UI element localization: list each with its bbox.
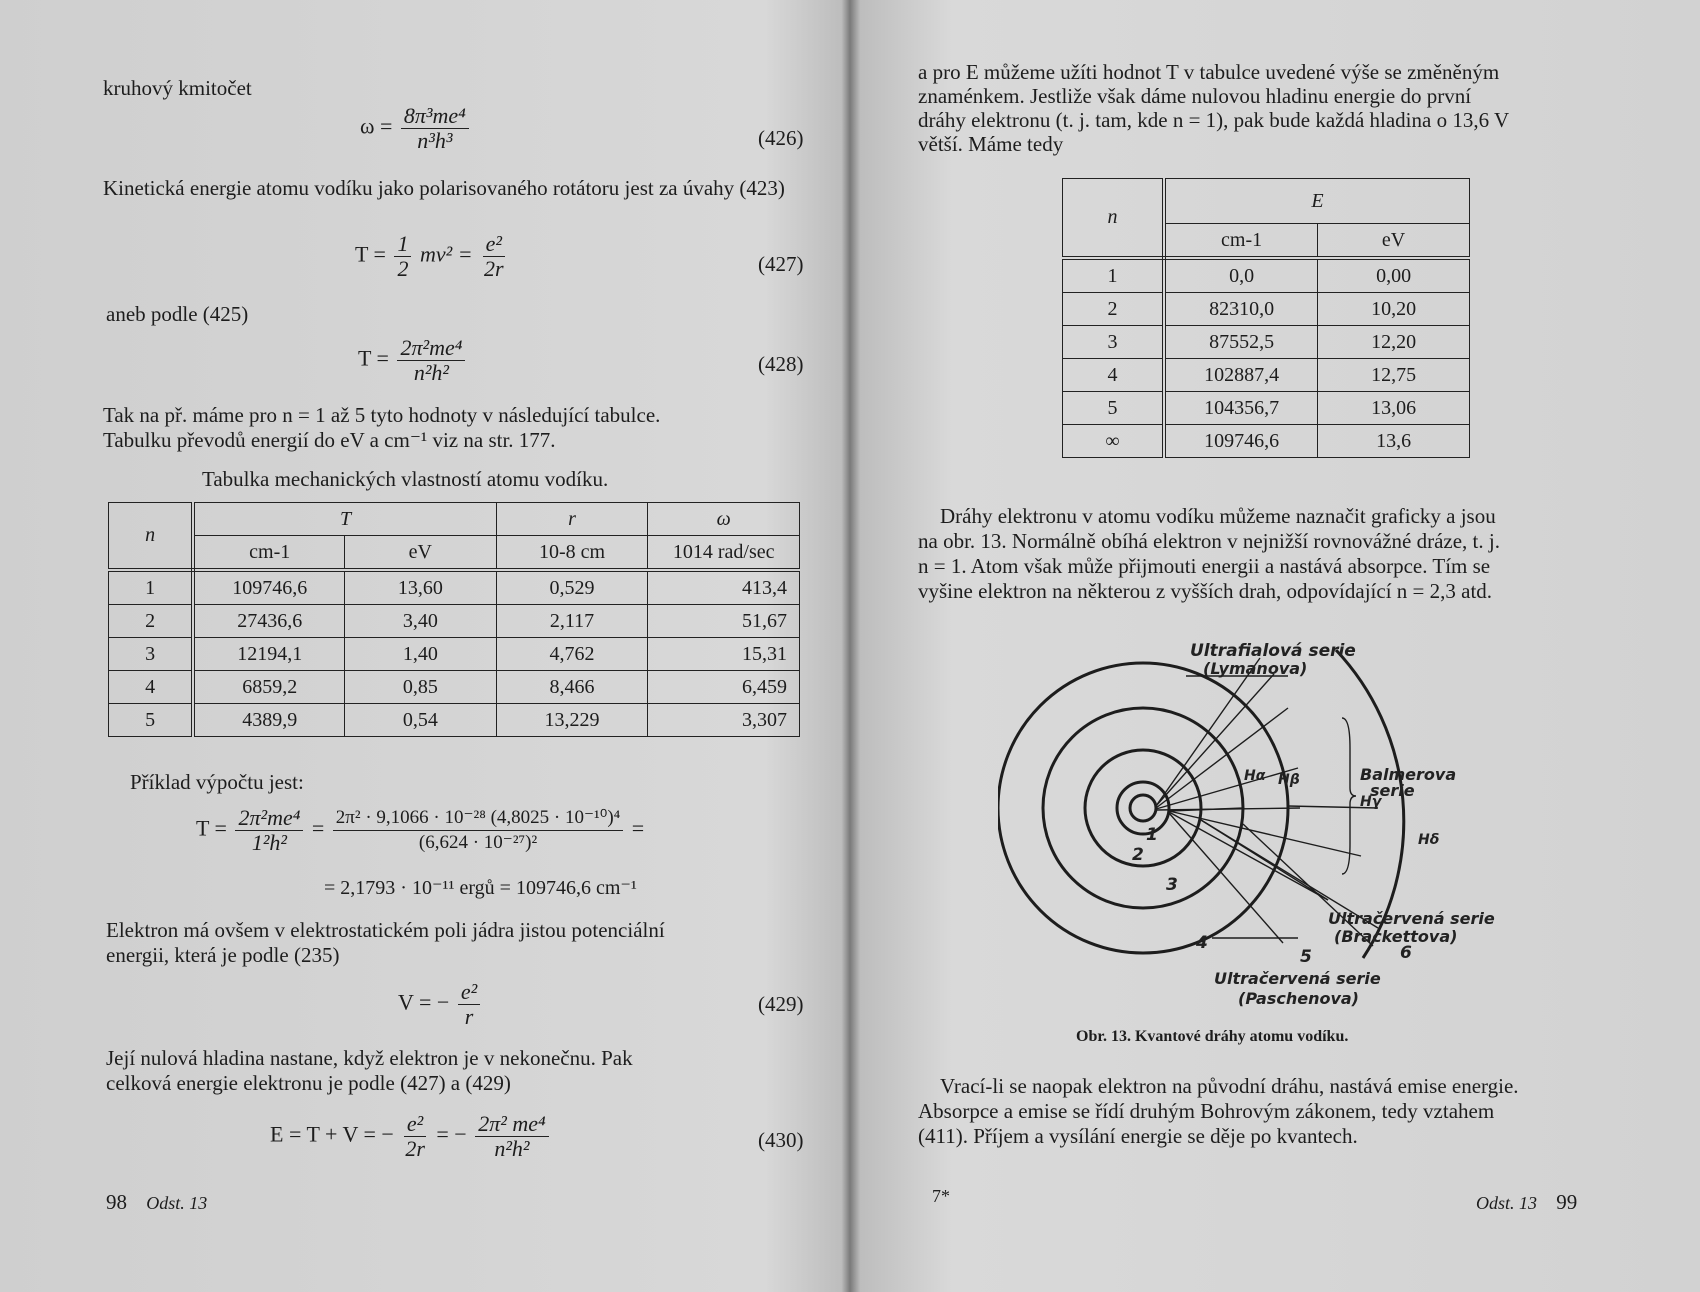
label-orbit-5: 5 [1300, 947, 1312, 967]
unit-cm: cm-1 [1164, 224, 1318, 259]
eq426-number: (426) [758, 126, 804, 150]
paragraph-podle: aneb podle (425) [106, 302, 249, 326]
transition-lines [1156, 658, 1378, 946]
calc-f1num: 2π²me⁴ [235, 806, 303, 831]
paragraph-example: Příklad výpočtu jest: [130, 770, 304, 794]
eq429-lhs: V = − [398, 989, 450, 1015]
cell-E-cm: 82310,0 [1164, 293, 1318, 326]
eq427-f2den: 2r [484, 256, 504, 281]
eq426-lhs: ω = [360, 113, 393, 139]
table-row [1063, 425, 1470, 458]
table-row [109, 671, 800, 704]
table-title: Tabulka mechanických vlastností atomu vodíku. [202, 467, 609, 491]
label-balmer-2: serie [1370, 781, 1415, 800]
cell-n: 1 [1063, 258, 1165, 293]
cell-E-ev: 12,75 [1318, 359, 1470, 392]
eq427-f1den: 2 [397, 256, 409, 281]
mechanical-properties-table [108, 502, 800, 737]
label-orbit-2: 2 [1132, 845, 1144, 865]
unit-cm: cm-1 [193, 536, 344, 571]
eq426-num: 8π³me⁴ [401, 104, 469, 129]
col-header-T: T [193, 503, 496, 536]
paragraph-zero-b: celková energie elektronu je podle (427) a (429) [106, 1071, 511, 1095]
cell-n: 1 [109, 570, 194, 605]
right-footer-mark: 7* [932, 1186, 950, 1206]
orbit-4 [1043, 708, 1243, 908]
label-lyman-1: Ultrafialová serie [1190, 641, 1356, 661]
col-header-n: n [109, 503, 194, 571]
quantum-orbits-diagram [998, 628, 1518, 1028]
equation-427 [355, 232, 510, 281]
calculation-line2: = 2,1793 · 10⁻¹¹ ergů = 109746,6 cm⁻¹ [324, 877, 637, 899]
eq430-f1num: e² [404, 1112, 426, 1137]
right-paragraph2-a: Dráhy elektronu v atomu vodíku můžeme naznačit graficky a jsou [940, 504, 1496, 528]
cell-n: 4 [109, 671, 194, 704]
calc-eq: = [631, 815, 645, 841]
table-row [1063, 359, 1470, 392]
cell-omega: 413,4 [648, 570, 800, 605]
col-header-n: n [1063, 179, 1165, 259]
eq427-f1num: 1 [394, 232, 411, 257]
right-footer [1476, 1190, 1577, 1215]
eq428-den: n²h² [413, 360, 450, 385]
right-page [848, 0, 1700, 1292]
cell-E-cm: 109746,6 [1164, 425, 1318, 458]
table-row [1063, 258, 1470, 293]
cell-E-ev: 13,06 [1318, 392, 1470, 425]
cell-T-cm: 6859,2 [193, 671, 344, 704]
right-paragraph2-d: vyšine elektron na některou z vyšších drah, odpovídající n = 2,3 atd. [918, 579, 1493, 603]
cell-n: 2 [1063, 293, 1165, 326]
table-row [1063, 326, 1470, 359]
table-row [109, 570, 800, 605]
label-brackett-2: (Brackettova) [1334, 927, 1458, 946]
paragraph-zero-a: Její nulová hladina nastane, když elektron je v nekonečnu. Pak [106, 1046, 633, 1070]
cell-omega: 6,459 [648, 671, 800, 704]
unit-r: 10-8 cm [496, 536, 648, 571]
table-row [1063, 392, 1470, 425]
equation-428 [358, 336, 468, 385]
cell-r: 8,466 [496, 671, 648, 704]
right-paragraph2-c: n = 1. Atom však může přijmouti energii a nastává absorpce. Tím se [918, 554, 1491, 578]
cell-omega: 15,31 [648, 638, 800, 671]
calc-f2den: (6,624 · 10⁻²⁷)² [418, 832, 538, 853]
orbit-1 [1130, 795, 1156, 821]
right-paragraph1-c: dráhy elektronu (t. j. tam, kde n = 1), pak bude každá hladina o 13,6 V [918, 108, 1510, 132]
cell-r: 2,117 [496, 605, 648, 638]
calc-f2num: 2π² · 9,1066 · 10⁻²⁸ (4,8025 · 10⁻¹⁰)⁴ [333, 806, 624, 831]
equation-430 [270, 1112, 552, 1161]
cell-T-cm: 12194,1 [193, 638, 344, 671]
unit-ev: eV [345, 536, 497, 571]
unit-ev: eV [1318, 224, 1470, 259]
table-row [109, 704, 800, 737]
right-section: Odst. 13 [1476, 1193, 1538, 1213]
cell-T-cm: 109746,6 [193, 570, 344, 605]
eq430-f2den: n²h² [494, 1136, 530, 1161]
table-row [1063, 293, 1470, 326]
label-paschen-2: (Paschenova) [1238, 989, 1359, 1008]
label-lyman-2: (Lymanova) [1203, 659, 1308, 678]
eq427-f2num: e² [483, 232, 505, 257]
eq427-lhs: T = [355, 241, 386, 267]
cell-n: 2 [109, 605, 194, 638]
cell-r: 13,229 [496, 704, 648, 737]
cell-E-ev: 10,20 [1318, 293, 1470, 326]
cell-n: 5 [109, 704, 194, 737]
left-section: Odst. 13 [146, 1193, 208, 1213]
figure-caption: Obr. 13. Kvantové dráhy atomu vodíku. [1076, 1028, 1349, 1045]
cell-n: 5 [1063, 392, 1165, 425]
table-row [109, 638, 800, 671]
right-paragraph3-c: (411). Příjem a vysílání energie se děje po kvantech. [918, 1124, 1358, 1148]
eq428-lhs: T = [358, 345, 389, 371]
label-brackett-1: Ultračervená serie [1328, 909, 1495, 928]
cell-n: 3 [109, 638, 194, 671]
left-footer [106, 1190, 207, 1215]
label-paschen-1: Ultračervená serie [1214, 969, 1381, 988]
cell-T-ev: 13,60 [345, 570, 497, 605]
paragraph-table-ref: Tabulku převodů energií do eV a cm⁻¹ viz na str. 177. [103, 428, 556, 452]
label-orbit-3: 3 [1166, 875, 1178, 895]
equation-426 [360, 104, 472, 153]
paragraph-potential-b: energii, která je podle (235) [106, 943, 340, 967]
cell-n: 3 [1063, 326, 1165, 359]
right-paragraph1-a: a pro E můžeme užíti hodnot T v tabulce uvedené výše se změněným [918, 60, 1500, 84]
right-paragraph3-a: Vrací-li se naopak elektron na původní dráhu, nastává emise energie. [940, 1074, 1519, 1098]
label-balmer-1: Balmerova [1360, 765, 1457, 784]
label-orbit-4: 4 [1196, 933, 1208, 953]
label-orbit-1: 1 [1146, 825, 1158, 845]
col-header-E: E [1164, 179, 1469, 224]
cell-n: 4 [1063, 359, 1165, 392]
right-paragraph2-b: na obr. 13. Normálně obíhá elektron v nejnižší rovnovážné dráze, t. j. [918, 529, 1500, 553]
calc-f1den: 1²h² [251, 830, 288, 855]
cell-T-ev: 3,40 [345, 605, 497, 638]
cell-omega: 3,307 [648, 704, 800, 737]
eq430-mid: = − [436, 1121, 467, 1147]
eq430-f2num: 2π² me⁴ [475, 1112, 548, 1137]
eq429-den: r [464, 1004, 474, 1029]
col-header-r: r [496, 503, 648, 536]
cell-T-cm: 4389,9 [193, 704, 344, 737]
right-paragraph1-b: znaménkem. Jestliže však dáme nulovou hladinu energie do první [918, 84, 1472, 108]
eq428-number: (428) [758, 352, 804, 376]
eq429-number: (429) [758, 992, 804, 1016]
eq427-mid: mv² = [419, 241, 473, 267]
kruhovy-label: kruhový kmitočet [103, 76, 252, 100]
right-paragraph1-d: větší. Máme tedy [918, 132, 1064, 156]
col-header-omega: ω [648, 503, 800, 536]
energy-levels-table [1062, 178, 1470, 458]
eq429-num: e² [458, 980, 480, 1005]
calc-lhs: T = [196, 815, 227, 841]
cell-E-cm: 104356,7 [1164, 392, 1318, 425]
left-page [0, 0, 845, 1292]
cell-E-ev: 12,20 [1318, 326, 1470, 359]
cell-r: 4,762 [496, 638, 648, 671]
eq426-den: n³h³ [417, 128, 453, 153]
table-row [109, 605, 800, 638]
eq427-number: (427) [758, 252, 804, 276]
left-page-number: 98 [106, 1190, 127, 1214]
cell-E-ev: 0,00 [1318, 258, 1470, 293]
cell-n: ∞ [1063, 425, 1165, 458]
paragraph-kinetic: Kinetická energie atomu vodíku jako polarisovaného rotátoru jest za úvahy (423) [103, 176, 785, 200]
cell-r: 0,529 [496, 570, 648, 605]
cell-E-cm: 102887,4 [1164, 359, 1318, 392]
cell-omega: 51,67 [648, 605, 800, 638]
equation-429 [398, 980, 483, 1029]
cell-T-ev: 0,85 [345, 671, 497, 704]
eq428-num: 2π²me⁴ [397, 336, 465, 361]
eq430-lhs: E = T + V = − [270, 1121, 394, 1147]
paragraph-table-intro: Tak na př. máme pro n = 1 až 5 tyto hodnoty v následující tabulce. [103, 403, 661, 427]
eq430-number: (430) [758, 1128, 804, 1152]
cell-E-cm: 0,0 [1164, 258, 1318, 293]
paragraph-potential-a: Elektron má ovšem v elektrostatickém poli jádra jistou potenciální [106, 918, 665, 942]
label-orbit-6: 6 [1400, 943, 1412, 963]
right-paragraph3-b: Absorpce a emise se řídí druhým Bohrovým zákonem, tedy vztahem [918, 1099, 1495, 1123]
right-page-number: 99 [1556, 1190, 1578, 1214]
cell-E-ev: 13,6 [1318, 425, 1470, 458]
label-h-gamma: Hγ [1360, 794, 1382, 810]
cell-T-ev: 0,54 [345, 704, 497, 737]
cell-E-cm: 87552,5 [1164, 326, 1318, 359]
eq430-f1den: 2r [405, 1136, 425, 1161]
label-h-beta: Hβ [1278, 772, 1300, 788]
cell-T-cm: 27436,6 [193, 605, 344, 638]
label-h-delta: Hδ [1418, 832, 1440, 848]
label-h-alpha: Hα [1244, 768, 1266, 784]
cell-T-ev: 1,40 [345, 638, 497, 671]
calculation-line1: T = $\frac{\text{2π²me⁴}}{\text{1²h²}}$ = $\frac{\text{2π² · 9,1066 · 10⁻²⁸ (4,8025 · 10⁻¹⁰)⁴}}{\text{(6,624 · 10⁻²⁷)²}}$ = [196, 805, 645, 855]
unit-omega: 1014 rad/sec [648, 536, 800, 571]
